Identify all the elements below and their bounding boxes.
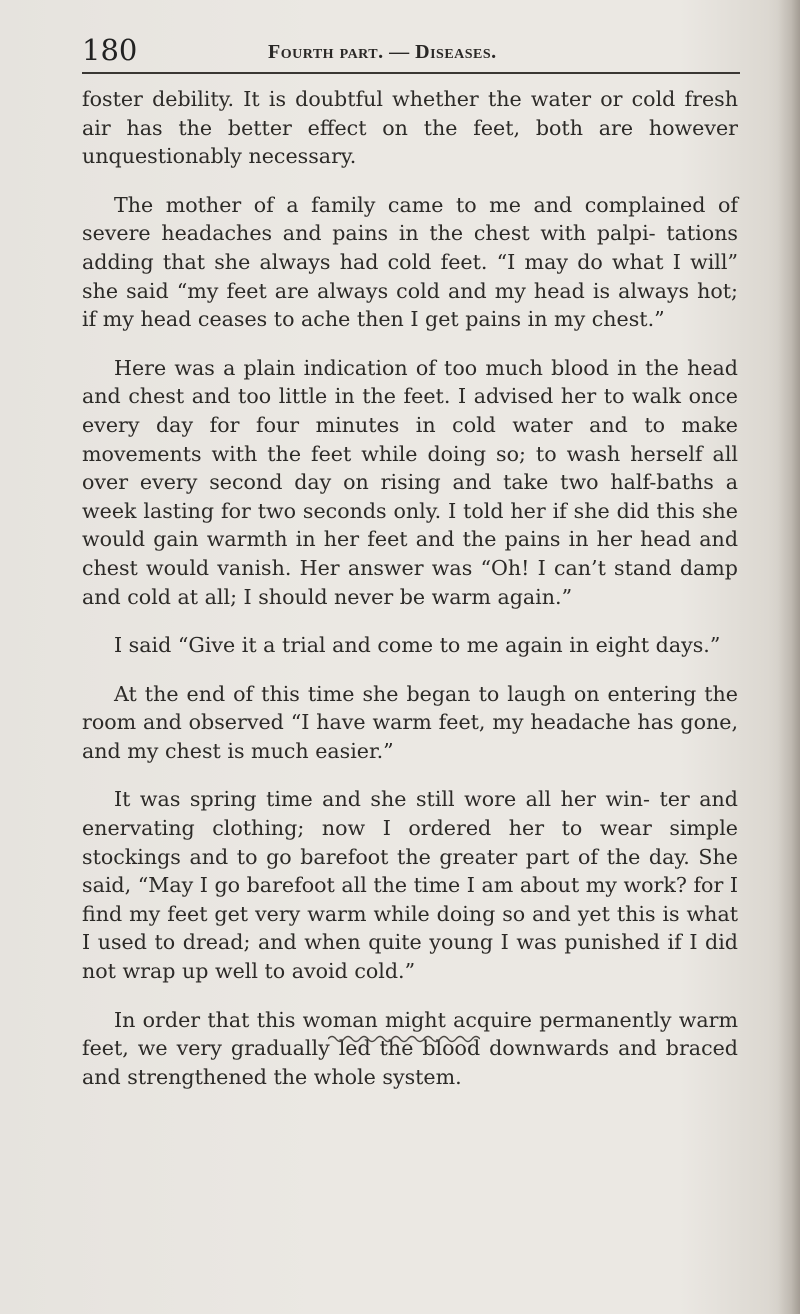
page-edge-shadow — [778, 0, 800, 1314]
paragraph-5: At the end of this time she began to laugh on entering the room and observed “I have warm feet, my headache has gone, and my chest is much easier.” — [82, 681, 738, 763]
paragraph-7: In order that this woman might acquire permanently warm feet, we very gradually led the blood downwards and braced and strengthened the whole system. — [82, 1007, 738, 1089]
page-number: 180 — [82, 33, 138, 67]
paragraph-1: foster debility. It is doubtful whether the water or cold fresh air has the better effect on the feet, both are however unquestionably necessary. — [82, 87, 738, 169]
paragraph-6: It was spring time and she still wore all her win- ter and enervating clothing; now I ordered her to wear simple stockings and to go barefoot the greater part of the day. She said, “May I go barefoot all the time I am about my work? for I find my feet get very warm while doing so and yet this is what I used to dread; and when quite young I was punished if I did not wrap up well to avoid cold.” — [82, 787, 738, 984]
page-header — [82, 30, 732, 70]
body-text — [82, 85, 738, 1111]
paragraph-3: Here was a plain indication of too much blood in the head and chest and too little in the feet. I advised her to walk once every day for four minutes in cold water and to make movements with the feet while doing so; to wash herself all over every second day on rising and take two half-baths a week lasting for two seconds only. I told her if she did this she would gain warmth in her feet and the pains in her head and chest would vanish. Her answer was “Oh! I can’t stand damp and cold at all; I should never be warm again.” — [82, 355, 738, 609]
header-rule — [82, 72, 740, 74]
paragraph-4: I said “Give it a trial and come to me again in eight days.” — [114, 633, 721, 658]
running-head: Fourth part. — Diseases. — [268, 41, 497, 63]
paragraph-2: The mother of a family came to me and complained of severe headaches and pains in the chest with palpi- tations adding that she always had cold feet. “I may do what I will” she said “my feet are always cold and my head is always hot; if my head ceases to ache then I get pains in my chest.” — [82, 192, 738, 332]
wavy-line-ornament-icon — [328, 1034, 480, 1044]
